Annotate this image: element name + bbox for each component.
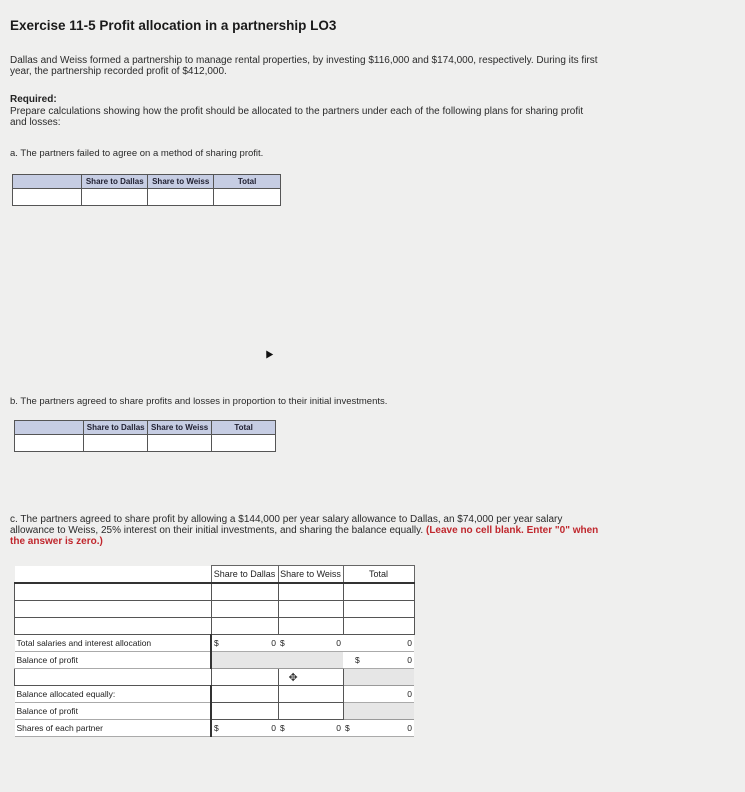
table-a-corner: [13, 175, 82, 189]
value: 0: [271, 638, 276, 648]
table-row: [15, 703, 415, 720]
table-a-label-cell[interactable]: [13, 189, 82, 206]
dallas-input[interactable]: [211, 618, 278, 635]
value: 0: [336, 638, 341, 648]
label-input[interactable]: [15, 669, 212, 686]
required-line-1: Prepare calculations showing how the profit should be allocated to the partners under each of the following plans for sharing profit: [10, 106, 584, 117]
total-input[interactable]: [343, 601, 414, 618]
table-row: [15, 601, 415, 618]
table-row: [15, 583, 415, 601]
dallas-input[interactable]: [211, 686, 278, 703]
cursor-move-icon: ✥: [288, 671, 298, 684]
row-label: Balance of profit: [15, 703, 212, 720]
part-b-text: b. The partners agreed to share profits and losses in proportion to their initial investments.: [10, 396, 388, 407]
part-c-text: [10, 514, 598, 547]
table-row: [15, 720, 415, 737]
total-input[interactable]: [343, 618, 414, 635]
empty-cell: [278, 652, 343, 669]
label-input[interactable]: [15, 601, 212, 618]
intro-line-2: year, the partnership recorded profit of $412,000.: [10, 66, 227, 77]
table-a-total-input[interactable]: [214, 189, 281, 206]
dallas-input[interactable]: [211, 601, 278, 618]
page-title: Exercise 11-5 Profit allocation in a partnership LO3: [10, 18, 337, 33]
table-b: [14, 420, 276, 452]
table-c: [14, 565, 415, 737]
empty-cell: [343, 669, 414, 686]
table-a-dallas-input[interactable]: [82, 189, 148, 206]
label-input[interactable]: [15, 583, 212, 601]
total-value: 0: [343, 686, 414, 703]
table-row: [15, 635, 415, 652]
table-a-weiss-input[interactable]: [148, 189, 214, 206]
empty-cell: [211, 652, 278, 669]
weiss-input[interactable]: [278, 703, 343, 720]
table-b-corner: [15, 421, 84, 435]
required-text: [10, 106, 583, 128]
table-row: [15, 669, 415, 686]
dallas-value: [211, 720, 278, 737]
intro-text: [10, 55, 598, 77]
row-label: Total salaries and interest allocation: [15, 635, 212, 652]
dallas-input[interactable]: [211, 703, 278, 720]
dollar-sign: $: [214, 723, 219, 733]
weiss-input[interactable]: [278, 618, 343, 635]
weiss-input[interactable]: [278, 686, 343, 703]
table-a-header-total: Total: [214, 175, 281, 189]
table-row: [15, 652, 415, 669]
dollar-sign: $: [280, 723, 285, 733]
dallas-value: [211, 635, 278, 652]
table-b-header-weiss: Share to Weiss: [148, 421, 212, 435]
value: 0: [336, 723, 341, 733]
table-c-corner: [15, 566, 212, 584]
weiss-input[interactable]: [278, 669, 343, 686]
weiss-value: [278, 635, 343, 652]
table-c-header-total: Total: [343, 566, 414, 584]
mouse-cursor-icon: [263, 348, 273, 358]
table-c-header-dallas: Share to Dallas: [211, 566, 278, 584]
dollar-sign: $: [280, 638, 285, 648]
weiss-input[interactable]: [278, 583, 343, 601]
table-b-total-input[interactable]: [212, 435, 276, 452]
total-input[interactable]: [343, 583, 414, 601]
table-row: [15, 618, 415, 635]
dollar-sign: $: [355, 655, 360, 665]
total-value: [343, 720, 414, 737]
dollar-sign: $: [214, 638, 219, 648]
part-c-line-1: c. The partners agreed to share profit by allowing a $144,000 per year salary allowance to Dallas, an $74,000 per year salary: [10, 514, 563, 525]
value: 0: [407, 655, 412, 665]
dallas-input[interactable]: [211, 669, 278, 686]
table-c-header-weiss: Share to Weiss: [278, 566, 343, 584]
table-a-header-weiss: Share to Weiss: [148, 175, 214, 189]
part-a-text: a. The partners failed to agree on a method of sharing profit.: [10, 148, 264, 159]
required-line-2: and losses:: [10, 117, 61, 128]
part-c-note-cont: the answer is zero.): [10, 536, 103, 547]
weiss-value: [278, 720, 343, 737]
intro-line-1: Dallas and Weiss formed a partnership to manage rental properties, by investing $116,000 and $174,000, respectively. During its first: [10, 55, 598, 66]
dallas-input[interactable]: [211, 583, 278, 601]
label-input[interactable]: [15, 618, 212, 635]
value: 0: [271, 723, 276, 733]
required-label: Required:: [10, 94, 57, 105]
table-a-header-dallas: Share to Dallas: [82, 175, 148, 189]
total-value: 0: [343, 635, 414, 652]
table-b-header-total: Total: [212, 421, 276, 435]
table-a: [12, 174, 281, 206]
part-c-line-2a: allowance to Weiss, 25% interest on their initial investments, and sharing the balance equally.: [10, 525, 424, 536]
row-label: Balance of profit: [15, 652, 212, 669]
table-row: [15, 686, 415, 703]
row-label: Balance allocated equally:: [15, 686, 212, 703]
total-value: [343, 652, 414, 669]
part-c-note: (Leave no cell blank. Enter "0" when: [425, 525, 599, 536]
table-b-label-cell[interactable]: [15, 435, 84, 452]
weiss-input[interactable]: [278, 601, 343, 618]
empty-cell: [343, 703, 414, 720]
table-b-weiss-input[interactable]: [148, 435, 212, 452]
row-label: Shares of each partner: [15, 720, 212, 737]
table-b-dallas-input[interactable]: [84, 435, 148, 452]
table-b-header-dallas: Share to Dallas: [84, 421, 148, 435]
value: 0: [407, 723, 412, 733]
dollar-sign: $: [345, 723, 350, 733]
